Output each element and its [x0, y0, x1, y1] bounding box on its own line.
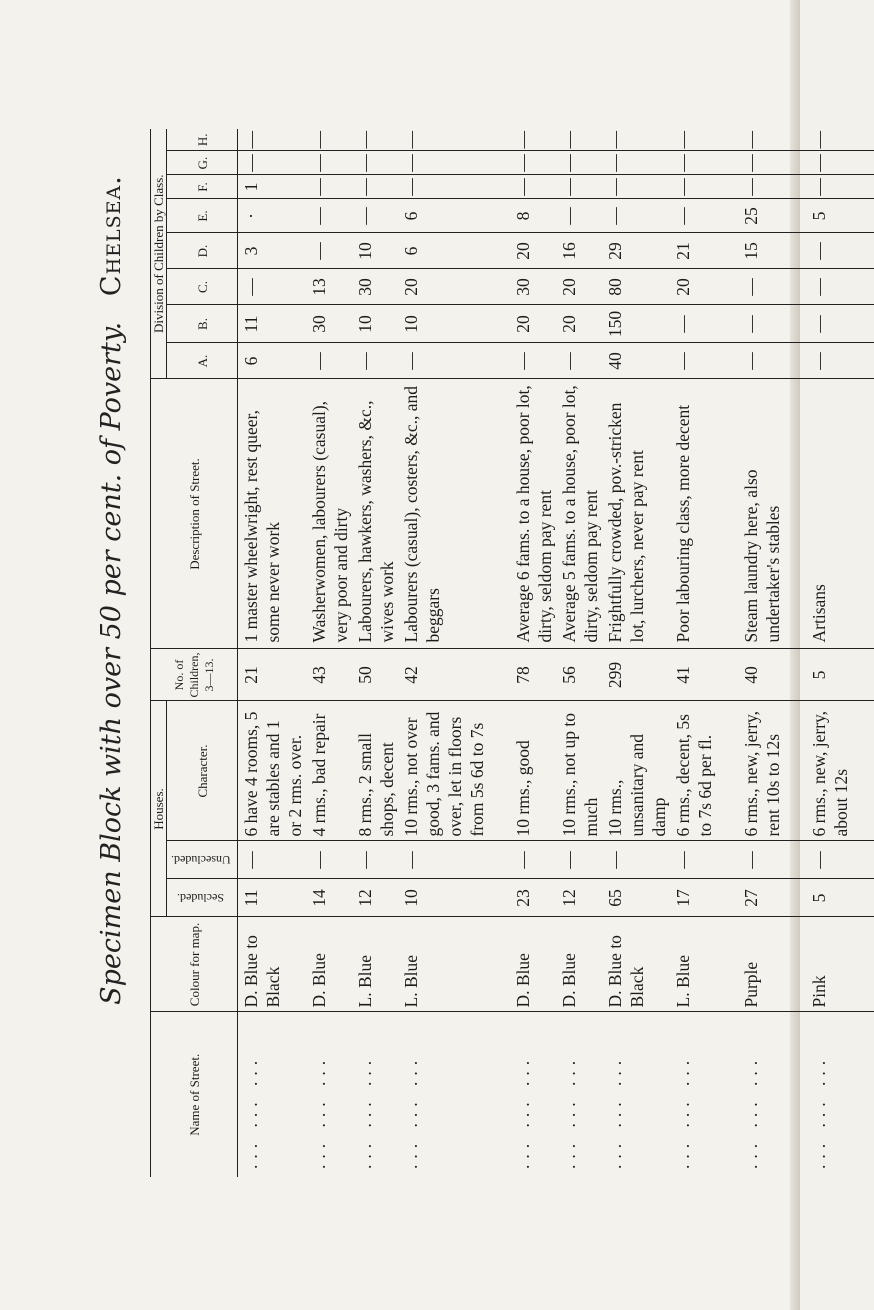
class-a: A.	[167, 343, 238, 379]
class-count-cell: —	[602, 151, 670, 175]
table-row	[556, 129, 602, 1177]
class-count-cell: 20	[556, 305, 602, 343]
character-cell: 8 rms., 2 small shops, decent	[352, 701, 398, 841]
header-colour: Colour for map.	[151, 917, 238, 1012]
class-count-cell: —	[355, 131, 375, 149]
class-count-cell: —	[556, 151, 602, 175]
class-count-cell: 13	[306, 269, 352, 305]
class-count-cell: —	[306, 199, 352, 233]
class-d: D.	[167, 233, 238, 269]
header-name: Name of Street.	[151, 1012, 238, 1177]
children-count-cell: 78	[510, 649, 556, 701]
colour-cell: D. Blue to Black	[238, 917, 307, 1012]
class-count-cell: —	[670, 305, 738, 343]
table-row	[238, 129, 307, 1177]
class-count-cell: —	[559, 131, 579, 149]
class-b: B.	[167, 305, 238, 343]
secluded-cell: 23	[510, 879, 556, 917]
header-description: Description of Street.	[151, 379, 238, 649]
title-place: Chelsea.	[96, 175, 127, 297]
class-count-cell: —	[741, 131, 761, 149]
class-count-cell: 6	[398, 233, 510, 269]
class-count-cell: —	[238, 151, 307, 175]
table-row	[806, 129, 874, 1177]
class-count-cell: 29	[602, 233, 670, 269]
secluded-cell: 11	[238, 879, 307, 917]
header-division: Division of Children by Class.	[151, 129, 167, 379]
class-count-cell: —	[806, 151, 874, 175]
class-h: H.	[167, 129, 238, 151]
class-count-cell: —	[738, 343, 806, 379]
class-e: E.	[167, 199, 238, 233]
class-count-cell: —	[738, 151, 806, 175]
children-count-cell: 40	[738, 649, 806, 701]
class-count-cell: —	[352, 175, 398, 199]
class-count-cell: 10	[352, 305, 398, 343]
class-count-cell: 6	[238, 343, 307, 379]
character-cell: 10 rms., not over good, 3 fams. and over, let in floors from 5s 6d to 7s	[398, 701, 510, 841]
secluded-cell: 17	[670, 879, 738, 917]
character-cell: 6 rms., new, jerry, about 12s	[806, 701, 874, 841]
class-count-cell: 3	[238, 233, 307, 269]
children-count-cell: 43	[306, 649, 352, 701]
secluded-cell: 65	[602, 879, 670, 917]
secluded-cell: 12	[352, 879, 398, 917]
colour-cell: D. Blue to Black	[602, 917, 670, 1012]
table-row	[602, 129, 670, 1177]
colour-cell: D. Blue	[556, 917, 602, 1012]
class-count-cell: —	[398, 151, 510, 175]
class-count-cell: —	[738, 269, 806, 305]
description-cell: Poor labouring class, more decent	[670, 379, 738, 649]
description-cell: Labourers, hawkers, washers, &c., wives work	[352, 379, 398, 649]
children-count-cell: 41	[670, 649, 738, 701]
street-name-cell: ... ... ...	[670, 1012, 738, 1177]
street-name-cell: ... ... ...	[602, 1012, 670, 1177]
unsecluded-cell: —	[738, 841, 806, 879]
class-count-cell: 30	[352, 269, 398, 305]
street-name-cell: ... ... ...	[556, 1012, 602, 1177]
colour-cell: L. Blue	[352, 917, 398, 1012]
table-row	[510, 129, 556, 1177]
title-main: Specimen Block with over 50 per cent. of Poverty.	[96, 321, 127, 1005]
secluded-cell: 12	[556, 879, 602, 917]
class-c: C.	[167, 269, 238, 305]
class-g: G.	[167, 151, 238, 175]
description-cell: 1 master wheelwright, rest queer, some never work	[238, 379, 307, 649]
colour-cell: D. Blue	[510, 917, 556, 1012]
class-count-cell: —	[556, 343, 602, 379]
street-name-cell: ... ... ...	[306, 1012, 352, 1177]
street-name-cell: ... ... ...	[806, 1012, 874, 1177]
class-count-cell: —	[556, 199, 602, 233]
table-row	[352, 129, 398, 1177]
class-count-cell: —	[673, 131, 693, 149]
children-count-cell: 5	[806, 649, 874, 701]
street-name-cell: ... ... ...	[238, 1012, 307, 1177]
class-count-cell: —	[241, 131, 261, 149]
class-count-cell: —	[352, 343, 398, 379]
unsecluded-cell: —	[806, 841, 874, 879]
class-count-cell: —	[738, 305, 806, 343]
class-count-cell: —	[806, 269, 874, 305]
class-count-cell: 80	[602, 269, 670, 305]
class-count-cell: 21	[670, 233, 738, 269]
character-cell: 6 have 4 rooms, 5 are stables and 1 or 2 rms. over.	[238, 701, 307, 841]
unsecluded-cell: —	[510, 841, 556, 879]
street-name-cell: ... ... ...	[352, 1012, 398, 1177]
street-name-cell: ... ... ...	[510, 1012, 556, 1177]
colour-cell: Pink	[806, 917, 874, 1012]
class-count-cell: 20	[398, 269, 510, 305]
table-row	[670, 129, 738, 1177]
class-count-cell: 10	[352, 233, 398, 269]
class-count-cell: 40	[602, 343, 670, 379]
class-count-cell: —	[806, 233, 874, 269]
class-count-cell: —	[670, 151, 738, 175]
page-title	[96, 90, 127, 1090]
description-cell: Labourers (casual), costers, &c., and beggars	[398, 379, 510, 649]
class-count-cell: —	[806, 305, 874, 343]
description-cell: Artisans	[806, 379, 874, 649]
class-count-cell: 25	[738, 199, 806, 233]
character-cell: 10 rms., unsanitary and damp	[602, 701, 670, 841]
street-name-cell: ... ... ...	[398, 1012, 510, 1177]
children-count-cell: 42	[398, 649, 510, 701]
colour-cell: L. Blue	[398, 917, 510, 1012]
class-count-cell: 150	[602, 305, 670, 343]
class-f: F.	[167, 175, 238, 199]
class-count-cell: 11	[238, 305, 307, 343]
class-count-cell: —	[306, 175, 352, 199]
class-count-cell: —	[401, 131, 421, 149]
secluded-cell: 10	[398, 879, 510, 917]
class-count-cell: —	[513, 131, 533, 149]
character-cell: 10 rms., good	[510, 701, 556, 841]
class-count-cell: —	[809, 131, 829, 149]
description-cell: Steam laundry here, also undertaker's stables	[738, 379, 806, 649]
class-count-cell: —	[306, 151, 352, 175]
class-count-cell: —	[510, 175, 556, 199]
class-count-cell: —	[352, 199, 398, 233]
character-cell: 6 rms., new, jerry, rent 10s to 12s	[738, 701, 806, 841]
secluded-cell: 14	[306, 879, 352, 917]
unsecluded-cell: —	[556, 841, 602, 879]
class-count-cell: —	[398, 343, 510, 379]
class-count-cell: —	[670, 199, 738, 233]
class-count-cell: 20	[510, 305, 556, 343]
unsecluded-cell: —	[398, 841, 510, 879]
secluded-cell: 5	[806, 879, 874, 917]
class-count-cell: —	[306, 233, 352, 269]
class-count-cell: 30	[510, 269, 556, 305]
class-count-cell: —	[398, 175, 510, 199]
colour-cell: Purple	[738, 917, 806, 1012]
class-count-cell: 5	[806, 199, 874, 233]
class-count-cell: —	[806, 175, 874, 199]
character-cell: 10 rms., not up to much	[556, 701, 602, 841]
unsecluded-cell: —	[602, 841, 670, 879]
class-count-cell: —	[510, 151, 556, 175]
class-count-cell: —	[238, 269, 307, 305]
street-name-cell: ... ... ...	[738, 1012, 806, 1177]
class-count-cell: —	[602, 199, 670, 233]
class-count-cell: 20	[670, 269, 738, 305]
colour-cell: L. Blue	[670, 917, 738, 1012]
class-count-cell: 6	[398, 199, 510, 233]
class-count-cell: —	[556, 175, 602, 199]
table-row	[306, 129, 352, 1177]
class-count-cell: —	[510, 343, 556, 379]
class-count-cell: 16	[556, 233, 602, 269]
colour-cell: D. Blue	[306, 917, 352, 1012]
poverty-table	[150, 129, 874, 1177]
header-character: Character.	[167, 701, 238, 841]
table-row	[398, 129, 510, 1177]
unsecluded-cell: —	[352, 841, 398, 879]
unsecluded-cell: —	[670, 841, 738, 879]
class-count-cell: —	[306, 343, 352, 379]
class-count-cell: —	[605, 131, 625, 149]
children-count-cell: 50	[352, 649, 398, 701]
class-count-cell: 20	[510, 233, 556, 269]
children-count-cell: 56	[556, 649, 602, 701]
class-count-cell: —	[670, 343, 738, 379]
header-secluded: Secluded.	[177, 891, 224, 906]
class-count-cell: 20	[556, 269, 602, 305]
unsecluded-cell: —	[238, 841, 307, 879]
class-count-cell: 30	[306, 305, 352, 343]
table-row	[738, 129, 806, 1177]
class-count-cell: 10	[398, 305, 510, 343]
unsecluded-cell: —	[306, 841, 352, 879]
header-houses: Houses.	[151, 701, 167, 917]
character-cell: 4 rms., bad repair	[306, 701, 352, 841]
header-children: No. of Children, 3—13.	[151, 649, 238, 701]
class-count-cell: 1	[238, 175, 307, 199]
secluded-cell: 27	[738, 879, 806, 917]
children-count-cell: 299	[602, 649, 670, 701]
class-count-cell: —	[352, 151, 398, 175]
children-count-cell: 21	[238, 649, 307, 701]
class-count-cell: ·	[238, 199, 307, 233]
description-cell: Frightfully crowded, pov.-stricken lot, lurchers, never pay rent	[602, 379, 670, 649]
class-count-cell: —	[602, 175, 670, 199]
header-unsecluded: Unsecluded.	[170, 853, 231, 868]
class-count-cell: 15	[738, 233, 806, 269]
class-count-cell: —	[309, 131, 329, 149]
table-body	[238, 129, 874, 1177]
description-cell: Average 5 fams. to a house, poor lot, dirty, seldom pay rent	[556, 379, 602, 649]
character-cell: 6 rms., decent, 5s to 7s 6d per fl.	[670, 701, 738, 841]
class-count-cell: —	[806, 343, 874, 379]
description-cell: Average 6 fams. to a house, poor lot, dirty, seldom pay rent	[510, 379, 556, 649]
class-count-cell: 8	[510, 199, 556, 233]
class-count-cell: —	[670, 175, 738, 199]
class-count-cell: —	[738, 175, 806, 199]
description-cell: Washerwomen, labourers (casual), very poor and dirty	[306, 379, 352, 649]
